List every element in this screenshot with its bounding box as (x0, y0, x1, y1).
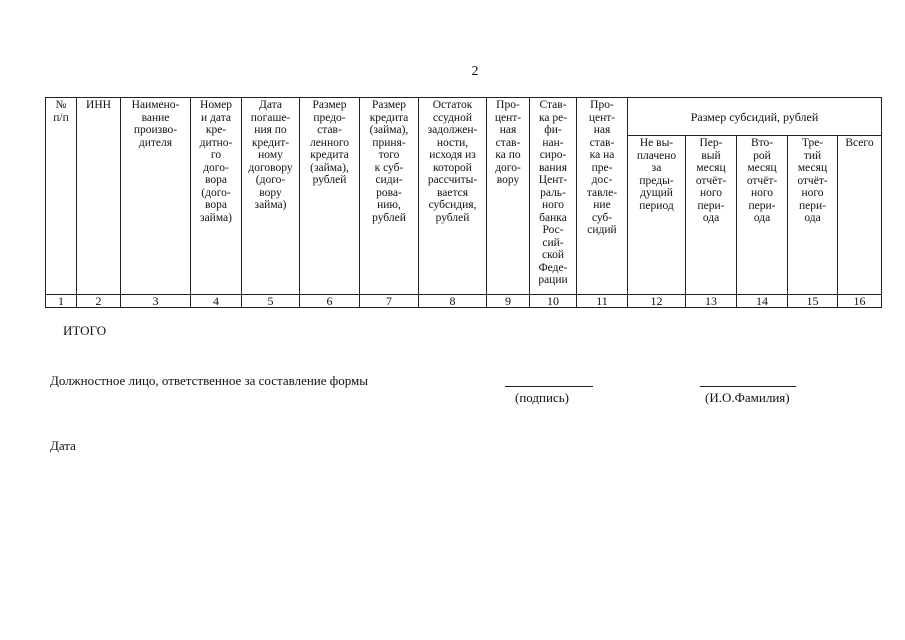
column-number: 12 (628, 295, 686, 308)
header-first-month: Пер- вый месяц отчёт- ного пери- ода (686, 136, 737, 295)
signature-line (505, 386, 593, 387)
header-second-month: Вто- рой месяц отчёт- ного пери- ода (737, 136, 788, 295)
name-caption: (И.О.Фамилия) (705, 390, 790, 405)
name-line (700, 386, 796, 387)
column-number: 16 (838, 295, 882, 308)
header-contract-rate: Про- цент- ная став- ка по дого- вору (487, 98, 530, 295)
column-number: 11 (577, 295, 628, 308)
column-number: 7 (360, 295, 419, 308)
header-row-number: № п/п (46, 98, 77, 295)
column-number: 4 (191, 295, 242, 308)
header-total: Всего (838, 136, 882, 295)
header-subsidy-amount-group: Размер субсидий, рублей (628, 98, 882, 136)
column-number: 2 (77, 295, 121, 308)
header-inn: ИНН (77, 98, 121, 295)
header-unpaid-previous: Не вы- плачено за преды- дущий период (628, 136, 686, 295)
header-subsidized-credit-amount: Размер кредита (займа), приня- того к суб- сиди- рова- нию, рублей (360, 98, 419, 295)
column-number: 5 (242, 295, 300, 308)
column-number: 13 (686, 295, 737, 308)
column-number: 8 (419, 295, 487, 308)
column-number-row (46, 295, 882, 308)
header-subsidy-rate: Про- цент- ная став- ка на пре- дос- тавле- ние суб- сидий (577, 98, 628, 295)
subsidy-table (45, 97, 882, 308)
column-number: 14 (737, 295, 788, 308)
column-number: 6 (300, 295, 360, 308)
header-producer-name: Наимено- вание произво- дителя (121, 98, 191, 295)
header-refinancing-rate: Став- ка ре- фи- нан- сиро- вания Цент- раль- ного банка Рос- сий- ской Феде- рации (530, 98, 577, 295)
header-contract-number-date: Номер и дата кре- дитно- го дого- вора (дого- вора займа) (191, 98, 242, 295)
responsible-person-label: Должностное лицо, ответственное за составление формы (50, 373, 368, 388)
header-third-month: Тре- тий месяц отчёт- ного пери- ода (788, 136, 838, 295)
page-number: 2 (471, 64, 479, 79)
column-number: 3 (121, 295, 191, 308)
date-label: Дата (50, 438, 76, 453)
column-number: 9 (487, 295, 530, 308)
header-repayment-date: Дата погаше- ния по кредит- ному договору (дого- вору займа) (242, 98, 300, 295)
header-loan-balance: Остаток ссудной задолжен- ности, исходя из которой рассчиты- вается субсидия, рублей (419, 98, 487, 295)
signature-caption: (подпись) (515, 390, 569, 405)
header-credit-amount: Размер предо- став- ленного кредита (займа), рублей (300, 98, 360, 295)
total-label: ИТОГО (63, 323, 107, 338)
column-number: 15 (788, 295, 838, 308)
column-number: 10 (530, 295, 577, 308)
column-number: 1 (46, 295, 77, 308)
